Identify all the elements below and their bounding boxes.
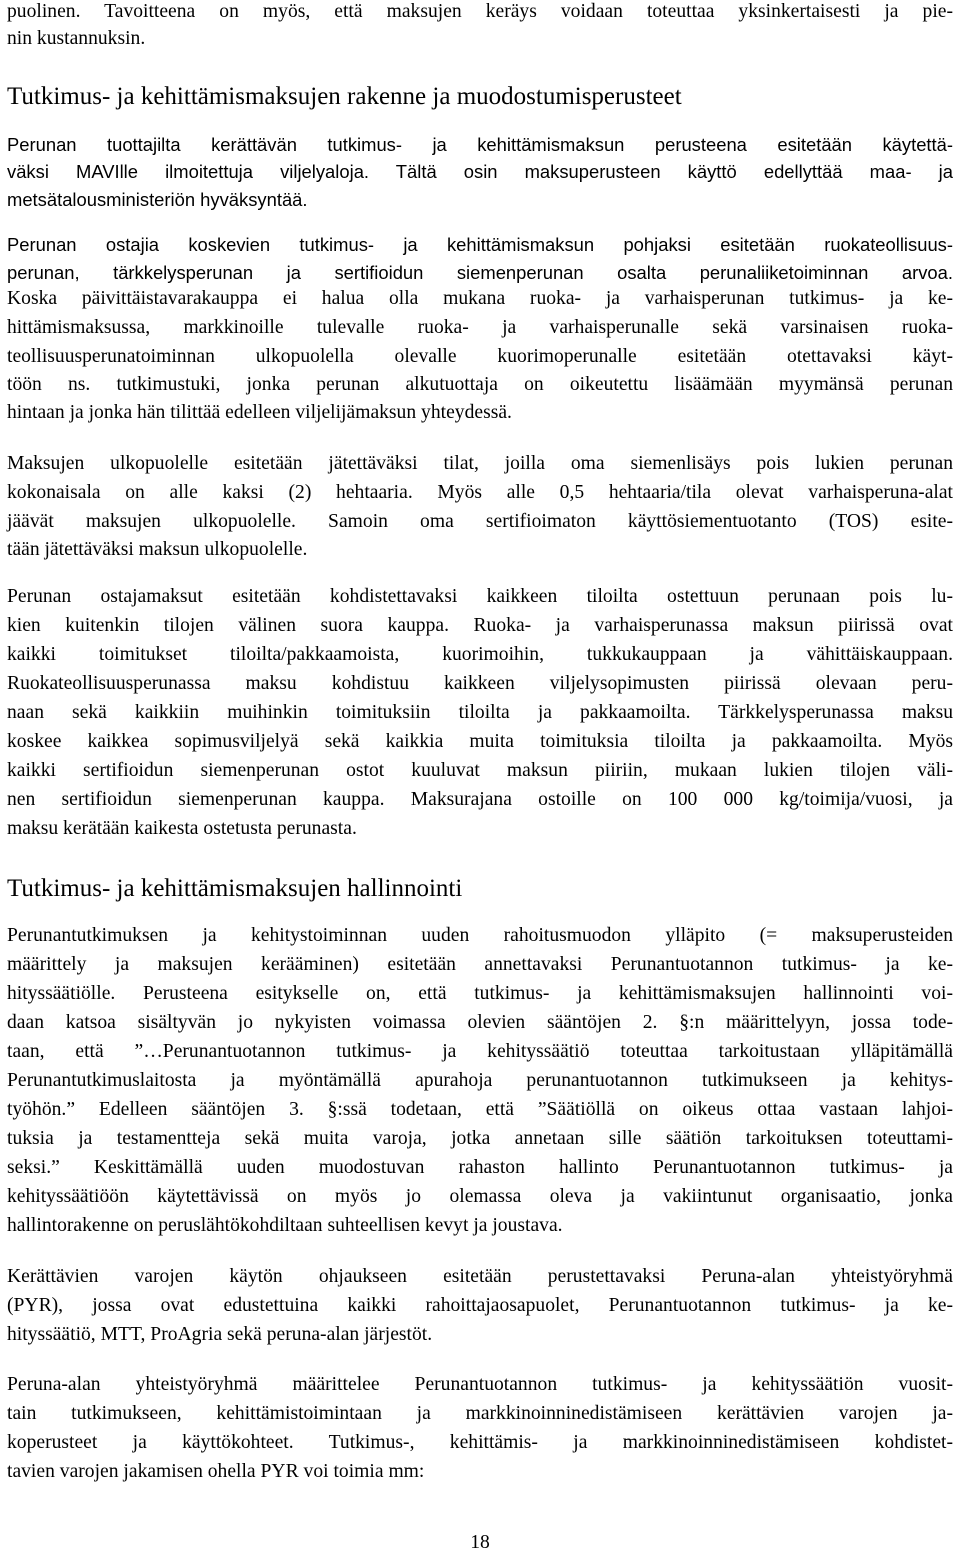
text-line: väksi MAVIlle ilmoitettuja viljelyaloja. Tältä osin maksuperusteen käyttö edellyttää maa- ja — [7, 161, 953, 182]
text-line: Perunantutkimuslaitosta ja myöntämällä apurahoja perunantuotannon tutkimukseen ja kehitys- — [7, 1070, 953, 1091]
text-line: seksi.” Keskittämällä uuden muodostuvan rahaston hallinto Perunantuotannon tutkimus- ja — [7, 1157, 953, 1178]
text-line: tään jätettäväksi maksun ulkopuolelle. — [7, 539, 308, 560]
text-line: Perunan tuottajilta kerättävän tutkimus- ja kehittämismaksun perusteena esitetään käytettä- — [7, 134, 953, 155]
text-line: hintaan ja jonka hän tilittää edelleen viljelijämaksun yhteydessä. — [7, 402, 512, 423]
text-line: Peruna-alan yhteistyöryhmä määrittelee Perunantuotannon tutkimus- ja kehityssäätiön vuosit- — [7, 1374, 953, 1395]
text-line: metsätalousministeriön hyväksyntää. — [7, 189, 308, 210]
text-line: Perunan ostajia koskevien tutkimus- ja kehittämismaksun pohjaksi esitetään ruokateollisuus- — [7, 234, 953, 255]
text-line: naan sekä kaikkiin muihinkin toimituksiin tiloilta ja pakkaamoilta. Tärkkelysperunassa maksu — [7, 702, 953, 723]
text-line: Koska päivittäistavarakauppa ei halua olla mukana ruoka- ja varhaisperunan tutkimus- ja ke- — [7, 288, 953, 309]
text-line: hityssäätiö, MTT, ProAgria sekä peruna-alan järjestöt. — [7, 1324, 433, 1345]
text-line: hittämismaksussa, markkinoille tulevalle ruoka- ja varhaisperunalle sekä varsinaisen ruoka- — [7, 317, 953, 338]
text-line: Kerättävien varojen käytön ohjaukseen esitetään perustettavaksi Peruna-alan yhteistyöryhmä — [7, 1266, 953, 1287]
section-heading: Tutkimus- ja kehittämismaksujen rakenne ja muodostumisperusteet — [7, 83, 682, 110]
text-line: koskee kaikkea sopimusviljelyä sekä kaikkia muita toimituksia tiloilta ja pakkaamoilta. Myös — [7, 731, 953, 752]
text-line: taan, että ”…Perunantuotannon tutkimus- ja kehityssäätiö toteuttaa tarkoitustaan ylläpitämällä — [7, 1041, 953, 1062]
text-line: kien kuitenkin tilojen välinen suora kauppa. Ruoka- ja varhaisperunassa maksun piirissä ovat — [7, 615, 953, 636]
text-line: Maksujen ulkopuolelle esitetään jätettäväksi tilat, joilla oma siemenlisäys pois lukien perunan — [7, 453, 953, 474]
page-number: 18 — [470, 1532, 490, 1553]
text-line: hallintorakenne on peruslähtökohdiltaan suhteellisen kevyt ja joustava. — [7, 1215, 563, 1236]
text-line: kehityssäätiöön käytettävissä on myös jo olemassa oleva ja vakiintunut organisaatio, jonka — [7, 1186, 953, 1207]
text-line: nin kustannuksin. — [7, 28, 146, 49]
text-line: puolinen. Tavoitteena on myös, että maksujen keräys voidaan toteuttaa yksinkertaisesti ja pie- — [7, 1, 953, 22]
text-line: daan katsoa sisältyvän jo nykyisten voimassa olevien sääntöjen 2. §:n määrittelyyn, jossa tode- — [7, 1012, 953, 1033]
text-line: perunan, tärkkelysperunan ja sertifioidun siemenperunan osalta perunaliiketoiminnan arvoa. — [7, 262, 953, 283]
text-line: tavien varojen jakamisen ohella PYR voi toimia mm: — [7, 1461, 425, 1482]
text-line: Ruokateollisuusperunassa maksu kohdistuu kaikkeen viljelysopimusten piirissä olevaan peru- — [7, 673, 953, 694]
text-line: Perunantutkimuksen ja kehitystoiminnan uuden rahoitusmuodon ylläpito (= maksuperusteiden — [7, 925, 953, 946]
text-line: kaikki sertifioidun siemenperunan ostot kuuluvat maksun piiriin, mukaan lukien tilojen väli- — [7, 760, 953, 781]
text-line: (PYR), jossa ovat edustettuina kaikki rahoittajaosapuolet, Perunantuotannon tutkimus- ja ke- — [7, 1295, 953, 1316]
text-line: määrittely ja maksujen kerääminen) esitetään annettavaksi Perunantuotannon tutkimus- ja ke- — [7, 954, 953, 975]
text-line: teollisuusperunatoiminnan ulkopuolella olevalle kuorimoperunalle esitetään otettavaksi käyt- — [7, 346, 953, 367]
text-line: kokonaisala on alle kaksi (2) hehtaaria. Myös alle 0,5 hehtaaria/tila olevat varhaisperuna-alat — [7, 482, 953, 503]
section-heading: Tutkimus- ja kehittämismaksujen hallinnointi — [7, 875, 463, 902]
text-line: töön ns. tutkimustuki, jonka perunan alkutuottaja on oikeutettu lisäämään myymänsä perunan — [7, 374, 953, 395]
text-line: Perunan ostajamaksut esitetään kohdistettavaksi kaikkeen tiloilta ostettuun perunaan pois lu- — [7, 586, 953, 607]
text-line: työhön.” Edelleen sääntöjen 3. §:ssä todetaan, että ”Säätiöllä on oikeus ottaa vastaan lahjoi- — [7, 1099, 953, 1120]
text-line: jäävät maksujen ulkopuolelle. Samoin oma sertifioimaton käyttösiementuotanto (TOS) esite- — [7, 511, 953, 532]
text-line: kaikki toimitukset tiloilta/pakkaamoista, kuorimoihin, tukkukauppaan ja vähittäiskauppaan. — [7, 644, 953, 665]
text-line: maksu kerätään kaikesta ostetusta perunasta. — [7, 818, 357, 839]
text-line: hityssäätiölle. Perusteena esitykselle on, että tutkimus- ja kehittämismaksujen hallinnointi voi- — [7, 983, 953, 1004]
text-line: tain tutkimukseen, kehittämistoimintaan ja markkinoinninedistämiseen kerättävien varojen ja- — [7, 1403, 953, 1424]
text-line: koperusteet ja käyttökohteet. Tutkimus-, kehittämis- ja markkinoinninedistämiseen kohdistet- — [7, 1432, 953, 1453]
text-line: tuksia ja testamentteja sekä muita varoja, jotka annetaan sille säätiön tarkoituksen toteuttami- — [7, 1128, 953, 1149]
text-line: nen sertifioidun siemenperunan kauppa. Maksurajana ostoille on 100 000 kg/toimija/vuosi, ja — [7, 789, 953, 810]
